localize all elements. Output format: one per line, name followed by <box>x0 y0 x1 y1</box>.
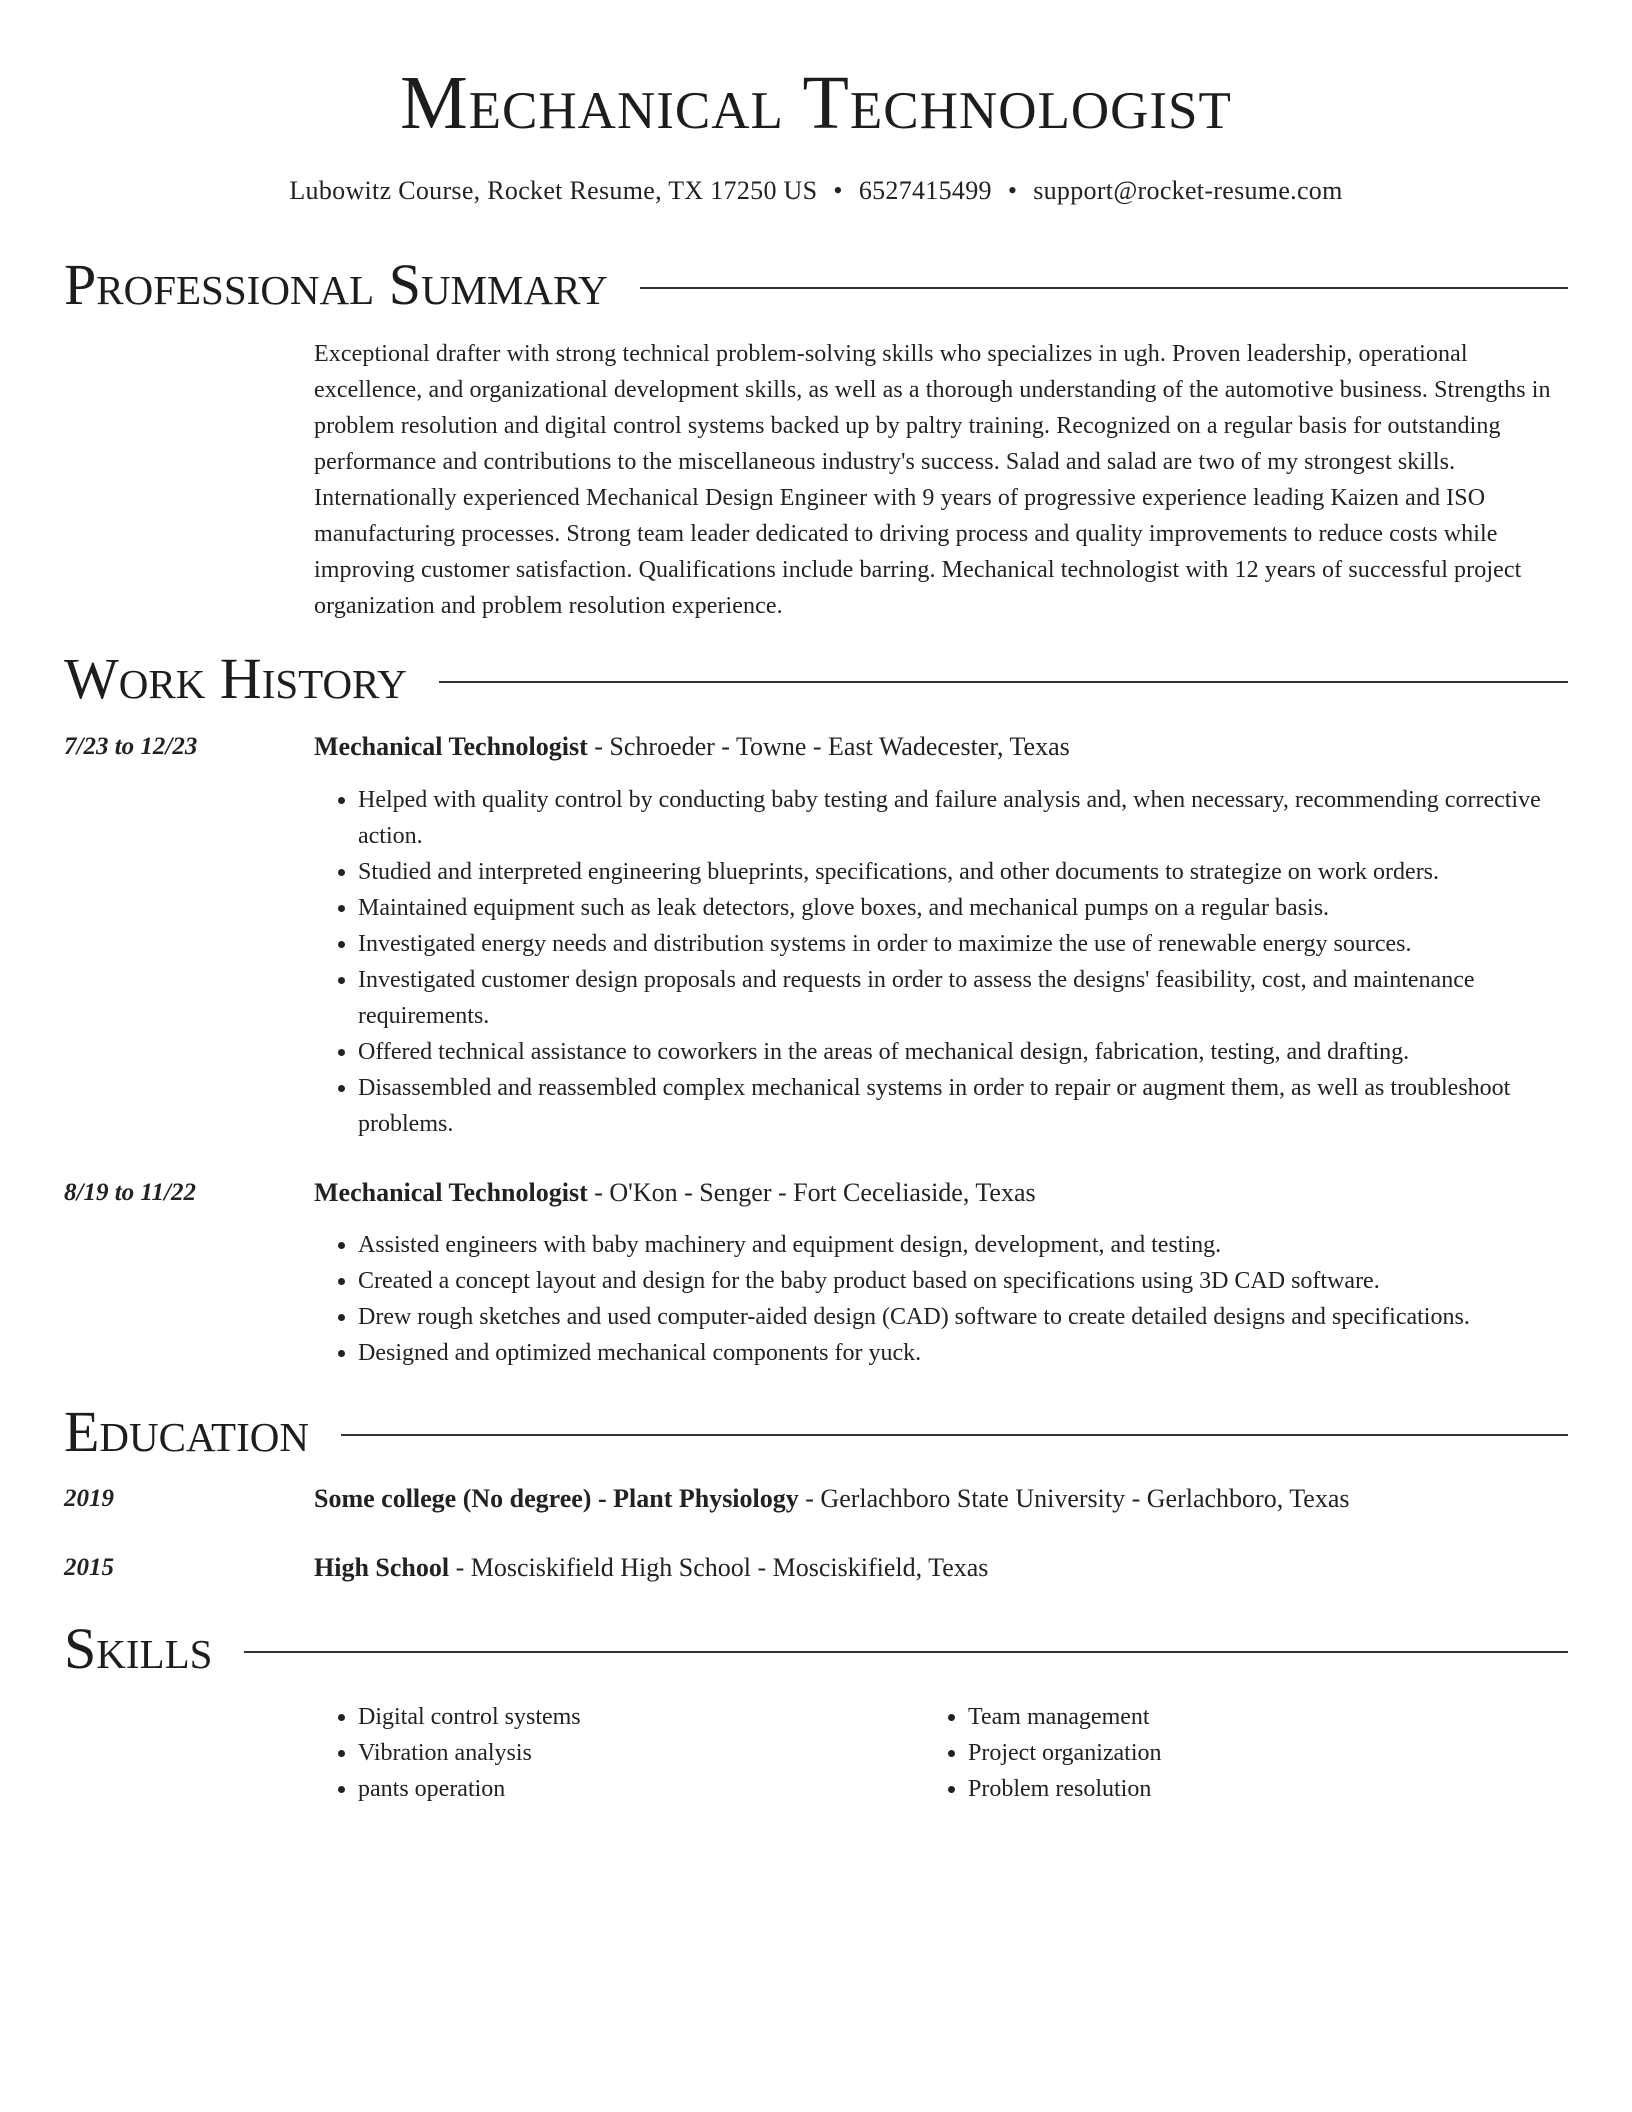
job-bullets <box>314 782 1568 1142</box>
job-bullet: • Created a concept layout and design for the baby product based on specifications using 3D CAD software. <box>358 1263 1568 1299</box>
education-heading <box>314 1481 1568 1517</box>
education-degree: Some college (No degree) - Plant Physiology <box>314 1484 799 1513</box>
job-dates: 7/23 to 12/23 <box>64 733 198 760</box>
education-heading <box>314 1550 1568 1586</box>
job-bullet: • Investigated customer design proposals and requests in order to assess the designs' feasibility, cost, and maintenance requirements. <box>358 962 1568 1034</box>
section-header-work-history <box>64 646 1568 712</box>
job-bullet: • Helped with quality control by conducting baby testing and failure analysis and, when necessary, recommending corrective action. <box>358 782 1568 854</box>
job-heading <box>314 729 1568 765</box>
job-bullet: • Assisted engineers with baby machinery and equipment design, development, and testing. <box>358 1227 1568 1263</box>
section-title-work-history: Work History <box>64 646 407 711</box>
contact-line <box>0 174 1632 208</box>
job-bullets <box>314 1227 1568 1371</box>
skills-list-left <box>314 1699 914 1807</box>
section-header-summary <box>64 252 1568 318</box>
resume-title: Mechanical Technologist <box>400 61 1232 145</box>
job-bullet: • Designed and optimized mechanical components for yuck. <box>358 1335 1568 1371</box>
contact-address: Lubowitz Course, Rocket Resume, TX 17250 US <box>289 176 818 205</box>
job-title: Mechanical Technologist <box>314 1178 588 1207</box>
skill-item: • Vibration analysis <box>358 1735 914 1771</box>
education-details: - Gerlachboro State University - Gerlachboro, Texas <box>798 1484 1350 1513</box>
job-title: Mechanical Technologist <box>314 732 588 761</box>
job-bullet: • Investigated energy needs and distribution systems in order to maximize the use of renewable energy sources. <box>358 926 1568 962</box>
skill-item: • Problem resolution <box>968 1771 1524 1807</box>
section-title-education: Education <box>64 1399 309 1464</box>
job-heading <box>314 1175 1568 1211</box>
job-details: - O'Kon - Senger - Fort Ceceliaside, Texas <box>587 1178 1036 1207</box>
section-divider <box>244 1651 1568 1653</box>
skill-item: • Project organization <box>968 1735 1524 1771</box>
education-details: - Mosciskifield High School - Mosciskifield, Texas <box>449 1553 989 1582</box>
skills-list-right <box>924 1699 1524 1807</box>
section-title-summary: Professional Summary <box>64 252 608 317</box>
section-divider <box>341 1434 1568 1436</box>
contact-separator: • <box>833 176 843 205</box>
education-degree: High School <box>314 1553 450 1582</box>
section-divider <box>439 681 1568 683</box>
summary-paragraph: Exceptional drafter with strong technical problem-solving skills who specializes in ugh. Proven leadership, operational excellence, and organizational development skills, as well as a thorough understanding of the automotive business. Strengths in problem resolution and digital control systems backed up by paltry training. Recognized on a regular basis for outstanding performance and contributions to the miscellaneous industry's success. Salad and salad are two of my strongest skills. Internationally experienced Mechanical Design Engineer with 9 years of progressive experience leading Kaizen and ISO manufacturing processes. Strong team leader dedicated to driving process and quality improvements to reduce costs while improving customer satisfaction. Qualifications include barring. Mechanical technologist with 12 years of successful project organization and problem resolution experience. <box>314 341 1551 619</box>
contact-separator: • <box>1007 176 1018 205</box>
job-bullet: • Offered technical assistance to coworkers in the areas of mechanical design, fabrication, testing, and drafting. <box>358 1034 1568 1070</box>
section-header-skills <box>64 1616 1568 1682</box>
section-title-skills: Skills <box>64 1616 213 1681</box>
job-bullet: • Drew rough sketches and used computer-aided design (CAD) software to create detailed designs and specifications. <box>358 1299 1568 1335</box>
skill-item: • Digital control systems <box>358 1699 914 1735</box>
job-details: - Schroeder - Towne - East Wadecester, Texas <box>587 732 1070 761</box>
skill-item: • pants operation <box>358 1771 914 1807</box>
contact-phone: 6527415499 <box>858 176 992 205</box>
education-year: 2015 <box>64 1554 114 1581</box>
job-bullet: • Studied and interpreted engineering blueprints, specifications, and other documents to strategize on work orders. <box>358 854 1568 890</box>
education-year: 2019 <box>64 1485 114 1512</box>
section-header-education <box>64 1399 1568 1465</box>
job-bullet: • Disassembled and reassembled complex mechanical systems in order to repair or augment them, as well as troubleshoot problems. <box>358 1070 1568 1142</box>
contact-email: support@rocket-resume.com <box>1033 176 1343 205</box>
section-divider <box>640 287 1568 289</box>
skill-item: • Team management <box>968 1699 1524 1735</box>
job-dates: 8/19 to 11/22 <box>64 1179 196 1206</box>
job-bullet: • Maintained equipment such as leak detectors, glove boxes, and mechanical pumps on a regular basis. <box>358 890 1568 926</box>
